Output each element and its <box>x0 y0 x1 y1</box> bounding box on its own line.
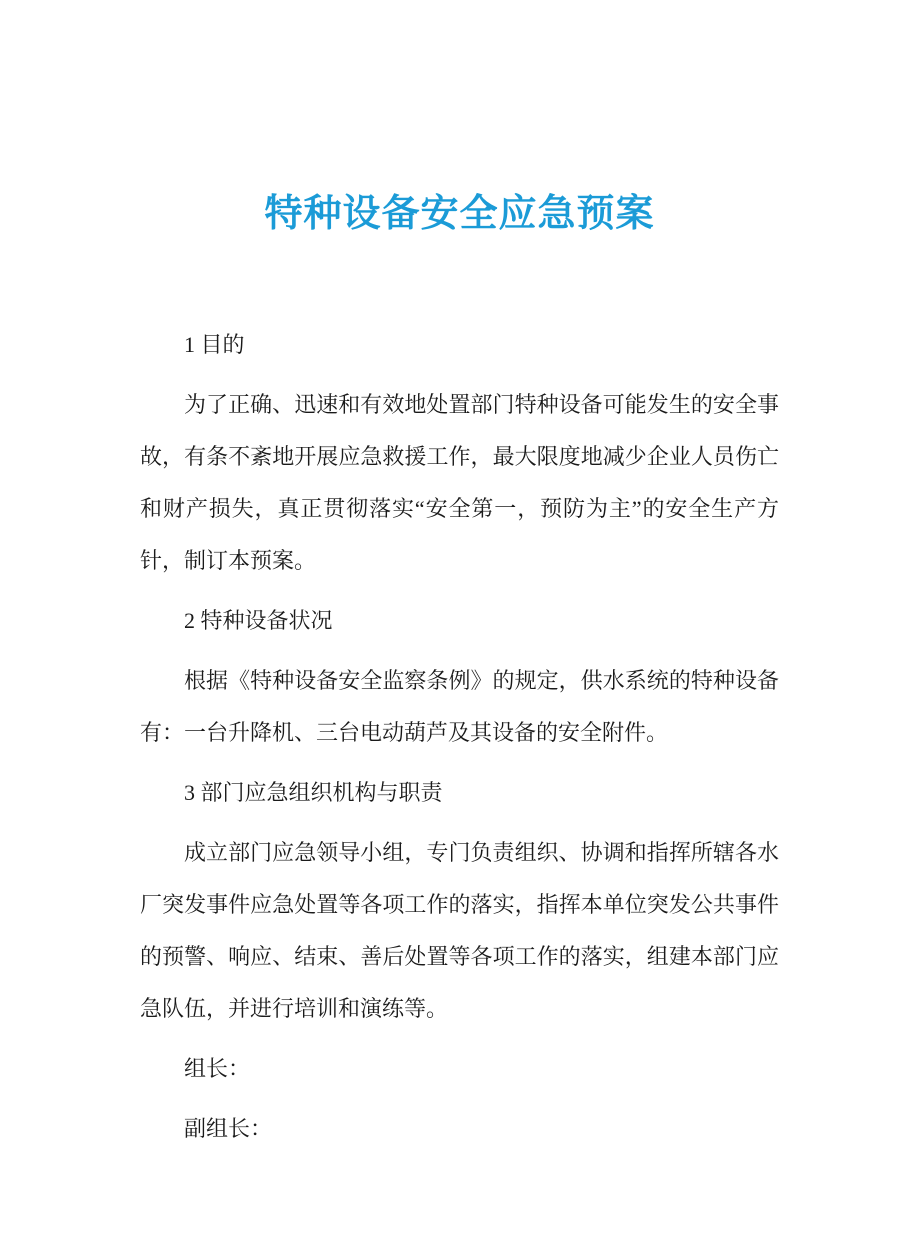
section-heading-equipment-status: 2 特种设备状况 <box>184 608 333 634</box>
label-deputy-group-leader: 副组长： <box>184 1116 273 1142</box>
section-heading-organization: 3 部门应急组织机构与职责 <box>184 780 443 806</box>
label-group-leader: 组长： <box>184 1056 251 1082</box>
paragraph-purpose: 为了正确、迅速和有效地处置部门特种设备可能发生的安全事故，有条不紊地开展应急救援工作，最大限度地减少企业人员伤亡和财产损失，真正贯彻落实“安全第一，预防为主”的安全生产方针，制订本预案。 <box>140 392 779 574</box>
document-title: 特种设备安全应急预案 <box>264 193 655 235</box>
document-body <box>140 319 779 1155</box>
section-heading-purpose: 1 目的 <box>184 332 245 358</box>
paragraph-organization: 成立部门应急领导小组，专门负责组织、协调和指挥所辖各水厂突发事件应急处置等各项工作的落实，指挥本单位突发公共事件的预警、响应、结束、善后处置等各项工作的落实，组建本部门应急队伍，并进行培训和演练等。 <box>140 840 779 1022</box>
paragraph-equipment-status: 根据《特种设备安全监察条例》的规定，供水系统的特种设备有：一台升降机、三台电动葫芦及其设备的安全附件。 <box>140 668 779 746</box>
